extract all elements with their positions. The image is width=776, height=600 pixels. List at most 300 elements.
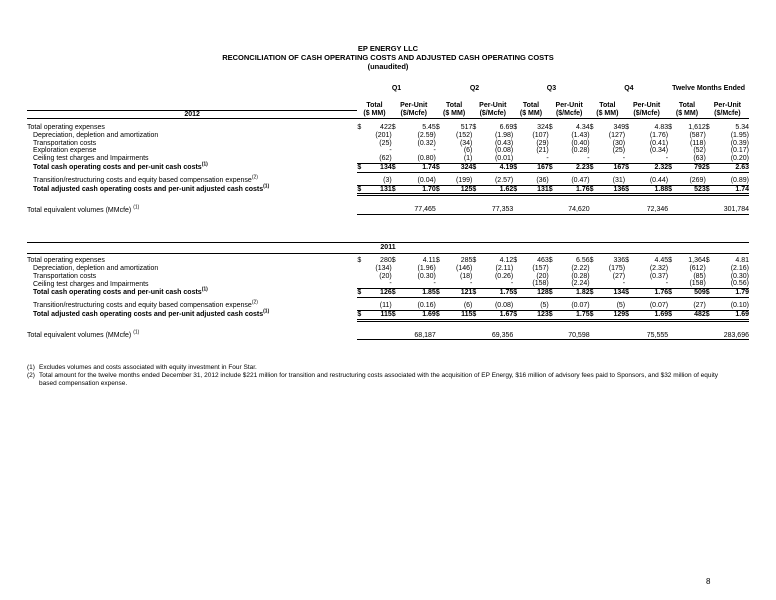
dollar-sign: $ <box>513 257 518 264</box>
volume-value: 77,465 <box>357 206 436 214</box>
row-label-text: Exploration expense <box>33 147 97 155</box>
total-value: (20) <box>536 272 549 280</box>
per-unit-value: 1.67 <box>480 310 513 320</box>
dollar-sign: $ <box>513 185 521 195</box>
dollar-sign: $ <box>436 310 446 320</box>
total-value: (5) <box>540 301 549 309</box>
dollar-sign: $ <box>436 163 446 172</box>
per-unit-value: (0.20) <box>730 155 749 163</box>
footnotes <box>27 364 727 388</box>
dollar-sign: $ <box>589 257 594 264</box>
dollar-sign: $ <box>668 310 677 320</box>
per-unit-value: (0.32) <box>417 139 436 147</box>
dollar-sign: $ <box>625 163 634 172</box>
per-unit-value: 1.76 <box>557 185 589 195</box>
dollar-sign <box>513 132 521 140</box>
per-unit-header: Per-Unit <box>713 102 741 110</box>
dollar-sign <box>625 155 634 163</box>
total-value: (199) <box>456 176 473 184</box>
total-value: 1,612 <box>688 124 706 131</box>
dollar-sign <box>549 132 558 140</box>
total-value: (612) <box>689 264 706 272</box>
per-unit-value: (0.26) <box>494 272 514 280</box>
dollar-sign <box>668 147 677 155</box>
table-row <box>27 185 749 195</box>
row-label-text: Total operating expenses <box>27 257 105 264</box>
total-value: (107) <box>532 131 549 139</box>
per-unit-unit-header: ($/Mcfe) <box>549 110 590 119</box>
per-unit-value: 1.70 <box>400 185 436 195</box>
per-unit-value: (0.43) <box>494 139 514 147</box>
table-row <box>27 302 749 310</box>
year-label-2012: 2012 <box>27 110 357 119</box>
total-value: (27) <box>612 272 626 280</box>
footnote-ref: (1) <box>201 286 208 293</box>
total-value: - <box>470 280 473 288</box>
total-value: 280 <box>380 257 392 264</box>
per-unit-value: (1.95) <box>730 131 749 139</box>
dollar-sign <box>357 302 366 310</box>
per-unit-unit-header: ($/Mcfe) <box>706 110 749 119</box>
dollar-sign <box>513 177 521 185</box>
total-value: 517 <box>460 124 473 131</box>
footnote-mark: (1) <box>27 364 35 371</box>
dollar-sign: $ <box>357 257 362 264</box>
per-unit-value: (2.22) <box>571 264 590 272</box>
per-unit-value: (0.40) <box>571 139 590 147</box>
dollar-sign <box>590 177 598 185</box>
total-value: (587) <box>689 131 706 139</box>
volumes-label <box>27 329 357 340</box>
per-unit-value: 2.23 <box>557 163 589 172</box>
total-value: 285 <box>460 257 473 264</box>
total-value: 115 <box>446 310 473 320</box>
dollar-sign: $ <box>513 310 521 320</box>
per-unit-value: (0.37) <box>649 272 669 280</box>
dollar-sign: $ <box>436 185 446 195</box>
total-value: 482 <box>677 310 706 320</box>
per-unit-value: (0.17) <box>730 147 749 155</box>
per-unit-value: (0.89) <box>730 176 749 184</box>
total-value: (201) <box>375 131 392 139</box>
dollar-sign <box>472 155 480 163</box>
dollar-sign <box>513 280 521 288</box>
footnote-ref: (1) <box>263 183 270 190</box>
q2-header: Q2 <box>469 85 480 93</box>
row-label <box>27 163 357 172</box>
dollar-sign <box>706 265 714 273</box>
total-value: 123 <box>521 310 549 320</box>
total-value: 129 <box>597 310 625 320</box>
footnote-ref: (1) <box>263 308 270 315</box>
table-row <box>27 124 749 132</box>
per-unit-value: (0.04) <box>417 176 436 184</box>
dollar-sign <box>392 273 401 281</box>
table-row <box>27 273 749 281</box>
row-label <box>27 310 357 320</box>
total-unit-header: ($ MM) <box>436 110 473 119</box>
dollar-sign <box>706 147 714 155</box>
row-label <box>27 273 357 281</box>
per-unit-value: (0.41) <box>649 139 669 147</box>
volumes-label-text: Total equivalent volumes (MMcfe) <box>27 206 132 214</box>
per-unit-value: 5.34 <box>735 124 749 131</box>
dollar-sign <box>668 265 677 273</box>
dollar-sign: $ <box>668 289 677 298</box>
dollar-sign: $ <box>625 124 630 131</box>
dollar-sign <box>549 140 558 148</box>
dollar-sign <box>549 273 558 281</box>
subcolumn-header <box>27 102 749 119</box>
total-value: (31) <box>612 176 626 184</box>
table-row <box>27 177 749 185</box>
volume-value: 72,346 <box>590 206 669 214</box>
per-unit-value: 1.62 <box>480 185 513 195</box>
per-unit-header: Per-Unit <box>633 102 661 110</box>
total-value: 349 <box>613 124 626 131</box>
per-unit-value: 1.69 <box>713 310 749 320</box>
row-label <box>27 265 357 273</box>
table-row <box>27 280 749 288</box>
table-2012 <box>27 124 749 215</box>
dollar-sign <box>436 155 446 163</box>
per-unit-value: 4.45 <box>654 257 669 264</box>
dollar-sign <box>472 132 480 140</box>
dollar-sign: $ <box>392 163 401 172</box>
per-unit-value: 4.83 <box>654 124 669 131</box>
per-unit-value: 4.81 <box>735 257 749 264</box>
dollar-sign <box>513 140 521 148</box>
per-unit-value: (0.34) <box>649 147 669 155</box>
dollar-sign: $ <box>472 289 480 298</box>
volume-value: 69,356 <box>436 332 513 340</box>
total-value: (62) <box>379 155 392 163</box>
footnote-text: Excludes volumes and costs associated with equity investment in Four Star. <box>39 364 257 371</box>
per-unit-value: (2.16) <box>730 264 749 272</box>
table-2011 <box>27 257 749 340</box>
per-unit-value: (0.01) <box>494 155 514 163</box>
company-name: EP ENERGY LLC <box>357 44 419 53</box>
dollar-sign <box>625 177 634 185</box>
dollar-sign <box>472 302 480 310</box>
total-value: 125 <box>446 185 473 195</box>
per-unit-unit-header: ($/Mcfe) <box>392 110 436 119</box>
per-unit-value: 1.85 <box>400 289 436 298</box>
row-label-text: Transition/restructuring costs and equity based compensation expense <box>33 302 252 310</box>
dollar-sign <box>513 265 521 273</box>
total-value: (6) <box>463 147 473 155</box>
dollar-sign <box>590 280 598 288</box>
dollar-sign: $ <box>590 163 598 172</box>
per-unit-value: 1.69 <box>400 310 436 320</box>
total-value: (152) <box>456 131 473 139</box>
per-unit-value: (0.47) <box>571 176 590 184</box>
dollar-sign <box>590 140 598 148</box>
total-header: Total <box>599 102 616 110</box>
dollar-sign: $ <box>392 185 401 195</box>
dollar-sign: $ <box>705 124 710 131</box>
table-row <box>27 257 749 265</box>
row-label <box>27 132 357 140</box>
footnote-ref: (1) <box>201 161 208 168</box>
dollar-sign <box>436 302 446 310</box>
report-title: RECONCILIATION OF CASH OPERATING COSTS AND ADJUSTED CASH OPERATING COSTS <box>222 53 554 62</box>
total-value: - <box>622 155 626 163</box>
row-label <box>27 174 357 185</box>
dollar-sign <box>706 140 714 148</box>
dollar-sign: $ <box>391 257 396 264</box>
per-unit-value: (0.56) <box>730 280 749 288</box>
row-label <box>27 155 357 163</box>
dollar-sign <box>668 280 677 288</box>
page-number: 8 <box>706 577 711 586</box>
dollar-sign: $ <box>668 257 673 264</box>
dollar-sign <box>590 147 598 155</box>
row-label-text: Depreciation, depletion and amortization <box>33 264 159 272</box>
per-unit-value: 1.74 <box>400 163 436 172</box>
total-value: 336 <box>613 257 626 264</box>
dollar-sign <box>549 265 558 273</box>
table-row <box>27 155 749 163</box>
volume-value: 75,555 <box>590 332 669 340</box>
dollar-sign <box>436 265 446 273</box>
total-value: (127) <box>608 131 626 139</box>
total-unit-header: ($ MM) <box>668 110 706 119</box>
volumes-label-text: Total equivalent volumes (MMcfe) <box>27 331 132 339</box>
dollar-sign <box>392 280 401 288</box>
dollar-sign <box>472 147 480 155</box>
per-unit-value: (0.10) <box>730 301 749 309</box>
total-header: Total <box>445 102 463 110</box>
per-unit-value: 1.69 <box>634 310 668 320</box>
per-unit-value: 1.76 <box>634 289 668 298</box>
per-unit-value: 4.19 <box>480 163 513 172</box>
per-unit-value: (2.11) <box>495 264 514 272</box>
per-unit-value: (2.57) <box>494 176 514 184</box>
per-unit-value: (0.30) <box>417 272 436 280</box>
per-unit-value: 4.11 <box>422 257 436 264</box>
dollar-sign <box>625 280 634 288</box>
dollar-sign: $ <box>549 185 558 195</box>
total-value: 324 <box>446 163 473 172</box>
dollar-sign: $ <box>706 185 714 195</box>
total-value: (3) <box>383 176 392 184</box>
dollar-sign: $ <box>549 163 558 172</box>
per-unit-value: 5.45 <box>422 124 436 131</box>
dollar-sign <box>549 302 558 310</box>
twelve-months-header: Twelve Months Ended <box>672 85 746 92</box>
dollar-sign <box>668 177 677 185</box>
dollar-sign <box>436 280 446 288</box>
row-label-text: Total adjusted cash operating costs and per-unit adjusted cash costs <box>33 186 264 194</box>
column-header <box>27 85 749 93</box>
per-unit-unit-header: ($/Mcfe) <box>625 110 668 119</box>
total-value: (29) <box>536 139 549 147</box>
total-value: 167 <box>521 163 549 172</box>
dollar-sign <box>357 273 366 281</box>
dollar-sign <box>392 302 401 310</box>
per-unit-value: (1.76) <box>649 131 669 139</box>
total-value: 131 <box>521 185 549 195</box>
footnote-mark: (2) <box>27 372 35 379</box>
dollar-sign <box>590 155 598 163</box>
dollar-sign <box>549 177 558 185</box>
dollar-sign <box>357 280 366 288</box>
row-label-text: Depreciation, depletion and amortization <box>33 131 159 139</box>
row-label-text: Total cash operating costs and per-unit cash costs <box>33 289 202 297</box>
dollar-sign <box>392 147 401 155</box>
total-value: (25) <box>379 139 392 147</box>
total-value: (134) <box>375 264 392 272</box>
total-value: 1,364 <box>688 257 706 264</box>
total-value: (175) <box>608 264 626 272</box>
per-unit-value: (0.08) <box>494 301 514 309</box>
footnote <box>27 372 727 388</box>
per-unit-value: (1.96) <box>417 264 436 272</box>
per-unit-value: (0.16) <box>417 301 436 309</box>
total-value: 134 <box>597 289 625 298</box>
row-label-text: Total cash operating costs and per-unit cash costs <box>33 163 202 171</box>
total-value: 324 <box>537 124 549 131</box>
dollar-sign <box>668 273 677 281</box>
dollar-sign <box>436 140 446 148</box>
dollar-sign <box>625 273 634 281</box>
dollar-sign: $ <box>472 185 480 195</box>
dollar-sign: $ <box>357 124 362 131</box>
dollar-sign <box>392 177 401 185</box>
dollar-sign <box>472 265 480 273</box>
dollar-sign <box>549 155 558 163</box>
per-unit-unit-header: ($/Mcfe) <box>472 110 513 119</box>
total-value: (85) <box>693 272 706 280</box>
row-label <box>27 299 357 310</box>
dollar-sign: $ <box>589 124 594 131</box>
dollar-sign <box>513 147 521 155</box>
total-value: 523 <box>677 185 706 195</box>
total-value: (30) <box>612 139 626 147</box>
row-label <box>27 147 357 155</box>
dollar-sign <box>436 273 446 281</box>
dollar-sign: $ <box>435 257 440 264</box>
dollar-sign: $ <box>590 185 598 195</box>
per-unit-value: (0.44) <box>649 176 669 184</box>
dollar-sign: $ <box>549 289 558 298</box>
q1-header: Q1 <box>391 85 402 93</box>
total-value: (20) <box>379 272 392 280</box>
total-value: 115 <box>366 310 392 320</box>
row-label-text: Total operating expenses <box>27 124 105 131</box>
volumes-label <box>27 206 357 214</box>
dollar-sign: $ <box>436 289 446 298</box>
dollar-sign <box>436 177 446 185</box>
dollar-sign <box>668 140 677 148</box>
per-unit-header: Per-Unit <box>400 102 428 110</box>
dollar-sign: $ <box>513 289 521 298</box>
dollar-sign <box>392 155 401 163</box>
per-unit-value: 4.34 <box>576 124 590 131</box>
total-value: 136 <box>597 185 625 195</box>
row-label-text: Transportation costs <box>33 272 97 280</box>
total-value: (27) <box>693 301 706 309</box>
dollar-sign <box>706 132 714 140</box>
total-unit-header: ($ MM) <box>513 110 549 119</box>
dollar-sign: $ <box>435 124 440 131</box>
dollar-sign: $ <box>706 310 714 320</box>
total-value: 167 <box>597 163 625 172</box>
dollar-sign <box>590 265 598 273</box>
dollar-sign: $ <box>472 257 477 264</box>
dollar-sign: $ <box>392 289 401 298</box>
per-unit-value: 4.12 <box>499 257 514 264</box>
row-label <box>27 286 357 298</box>
row-label <box>27 124 357 132</box>
per-unit-value: 2.63 <box>713 163 749 172</box>
dollar-sign <box>513 273 521 281</box>
row-label-text: Ceiling test charges and Impairments <box>33 280 149 288</box>
dollar-sign <box>706 177 714 185</box>
dollar-sign: $ <box>706 163 714 172</box>
dollar-sign <box>392 265 401 273</box>
year-bar-2011: 2011 <box>27 242 749 254</box>
dollar-sign <box>472 140 480 148</box>
q3-header: Q3 <box>546 85 557 93</box>
footnote-ref: (1) <box>133 204 140 211</box>
total-value: 792 <box>677 163 706 172</box>
dollar-sign: $ <box>625 257 630 264</box>
total-value: (6) <box>463 301 473 309</box>
dollar-sign <box>357 132 366 140</box>
per-unit-value: 1.79 <box>713 289 749 298</box>
dollar-sign: $ <box>357 289 366 298</box>
table-row <box>27 163 749 172</box>
row-label <box>27 185 357 195</box>
dollar-sign <box>513 155 521 163</box>
per-unit-value: 1.88 <box>634 185 668 195</box>
per-unit-value: (2.32) <box>649 264 669 272</box>
dollar-sign: $ <box>357 163 366 172</box>
total-value: (25) <box>612 147 626 155</box>
dollar-sign <box>436 147 446 155</box>
dollar-sign: $ <box>548 257 553 264</box>
per-unit-value: - <box>510 280 514 288</box>
total-value: (63) <box>693 155 706 163</box>
row-label-text: Transportation costs <box>33 139 97 147</box>
dollar-sign: $ <box>513 163 521 172</box>
dollar-sign <box>357 155 366 163</box>
per-unit-value: (0.07) <box>649 301 669 309</box>
dollar-sign <box>357 147 366 155</box>
per-unit-value: 1.75 <box>480 289 513 298</box>
per-unit-value: (1.43) <box>571 131 590 139</box>
volume-value: 68,187 <box>357 332 436 340</box>
dollar-sign <box>357 177 366 185</box>
volumes-row <box>27 332 749 340</box>
dollar-sign: $ <box>625 310 634 320</box>
dollar-sign <box>549 280 558 288</box>
dollar-sign: $ <box>668 124 673 131</box>
total-value: 509 <box>677 289 706 298</box>
footnote-text: Total amount for the twelve months ended December 31, 2012 include $221 million for transition and restructuring costs associated with the acquisition of EP Energy, $16 million of advisory fees paid to Sponsors, and $32 million of equity based compensation expense. <box>39 372 719 387</box>
table-row <box>27 310 749 320</box>
dollar-sign: $ <box>391 124 396 131</box>
dollar-sign: $ <box>513 124 518 131</box>
table-row <box>27 132 749 140</box>
total-value: (158) <box>532 280 549 288</box>
total-value: (1) <box>463 155 473 163</box>
dollar-sign: $ <box>590 310 598 320</box>
dollar-sign <box>706 302 714 310</box>
table-row <box>27 140 749 148</box>
